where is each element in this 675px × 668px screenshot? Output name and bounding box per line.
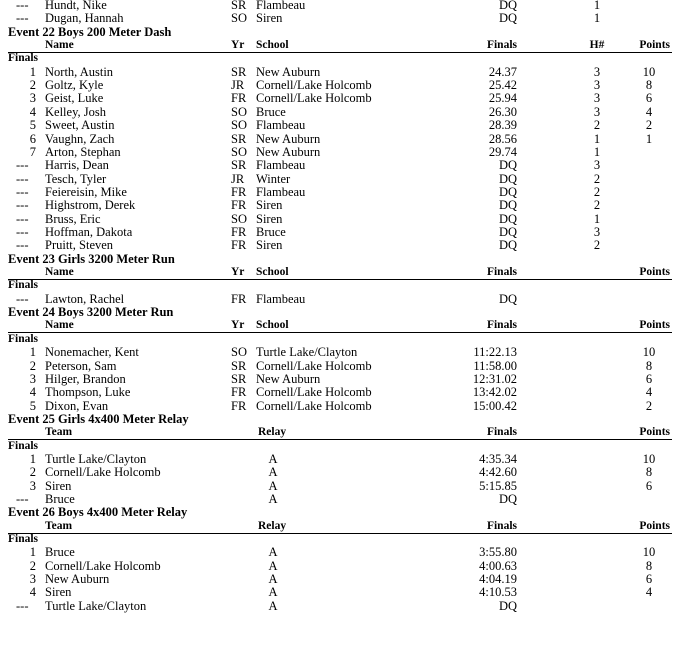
points-cell: 8 xyxy=(645,465,653,480)
year-cell: SO xyxy=(231,345,247,360)
year-cell: SO xyxy=(231,144,247,159)
finals-cell: 15:00.42 xyxy=(472,398,517,413)
finals-cell: DQ xyxy=(498,11,517,26)
points-cell: 1 xyxy=(645,131,653,146)
result-row xyxy=(0,66,675,79)
year-cell: SR xyxy=(231,358,247,373)
team-name: Cornell/Lake Holcomb xyxy=(45,465,161,480)
result-row xyxy=(0,213,675,226)
year-cell: FR xyxy=(231,198,247,213)
result-row xyxy=(0,133,675,146)
athlete-name: Vaughn, Zach xyxy=(45,131,115,146)
school-cell: Siren xyxy=(256,238,283,253)
finals-cell: DQ xyxy=(498,224,517,239)
school-cell: Cornell/Lake Holcomb xyxy=(256,78,372,93)
school-cell: Siren xyxy=(256,198,283,213)
athlete-name: Arton, Stephan xyxy=(45,144,121,159)
result-row xyxy=(0,199,675,212)
col-points: Points xyxy=(639,266,670,278)
points-cell: 10 xyxy=(642,545,656,560)
year-cell: FR xyxy=(231,238,247,253)
section-label xyxy=(0,333,675,346)
col-school: School xyxy=(256,39,289,51)
heat-cell: 2 xyxy=(593,118,601,133)
school-cell: New Auburn xyxy=(256,144,321,159)
heat-cell: 1 xyxy=(593,144,601,159)
result-row xyxy=(0,600,675,613)
result-row xyxy=(0,92,675,105)
col-points: Points xyxy=(639,426,670,439)
heat-cell: 3 xyxy=(593,224,601,239)
result-row xyxy=(0,373,675,386)
year-cell: SR xyxy=(231,158,247,173)
finals-cell: 12:31.02 xyxy=(472,371,517,386)
place-cell: 3 xyxy=(29,371,36,386)
athlete-name: Goltz, Kyle xyxy=(45,78,104,93)
place-cell: --- xyxy=(16,598,29,613)
finals-label: Finals xyxy=(8,533,39,545)
result-row xyxy=(0,493,675,506)
result-row xyxy=(0,159,675,172)
place-cell: 2 xyxy=(29,558,36,573)
finals-cell: 4:42.60 xyxy=(479,465,517,480)
result-row xyxy=(0,400,675,413)
school-cell: New Auburn xyxy=(256,131,321,146)
result-row xyxy=(0,186,675,199)
year-cell: JR xyxy=(231,78,245,93)
place-cell: --- xyxy=(16,158,29,173)
place-cell: 1 xyxy=(29,545,36,560)
place-cell: 3 xyxy=(29,572,36,587)
result-row xyxy=(0,146,675,159)
col-relay: Relay xyxy=(258,519,287,532)
year-cell: FR xyxy=(231,291,247,306)
athlete-name: Sweet, Austin xyxy=(45,118,115,133)
event-title xyxy=(0,253,675,266)
place-cell: 5 xyxy=(29,398,36,413)
col-finals: Finals xyxy=(486,39,517,51)
col-points: Points xyxy=(639,319,670,332)
school-cell: Cornell/Lake Holcomb xyxy=(256,358,372,373)
school-cell: Cornell/Lake Holcomb xyxy=(256,398,372,413)
finals-cell: 11:22.13 xyxy=(473,345,517,360)
result-row xyxy=(0,173,675,186)
section-label xyxy=(0,52,675,65)
place-cell: 3 xyxy=(29,91,36,106)
finals-cell: DQ xyxy=(498,492,517,506)
year-cell: SO xyxy=(231,11,247,26)
relay-cell: A xyxy=(268,585,278,600)
result-row xyxy=(0,346,675,359)
place-cell: 2 xyxy=(29,78,36,93)
year-cell: SO xyxy=(231,118,247,133)
school-cell: Flambeau xyxy=(256,184,306,199)
school-cell: New Auburn xyxy=(256,64,321,79)
school-cell: Flambeau xyxy=(256,0,306,12)
points-cell: 10 xyxy=(642,345,656,360)
event-title-text: Event 22 Boys 200 Meter Dash xyxy=(8,24,172,39)
place-cell: 2 xyxy=(29,465,36,480)
heat-cell: 2 xyxy=(593,198,601,213)
points-cell: 6 xyxy=(645,478,653,493)
year-cell: SR xyxy=(231,371,247,386)
finals-cell: 24.37 xyxy=(488,64,517,79)
finals-cell: DQ xyxy=(498,0,517,12)
points-cell: 6 xyxy=(645,572,653,587)
result-row xyxy=(0,386,675,399)
col-finals: Finals xyxy=(486,319,517,332)
athlete-name: Geist, Luke xyxy=(45,91,104,106)
heat-cell: 3 xyxy=(593,78,601,93)
col-name: Name xyxy=(45,39,74,51)
place-cell: 7 xyxy=(29,144,36,159)
result-row xyxy=(0,119,675,132)
result-row xyxy=(0,0,675,12)
column-headers xyxy=(0,426,675,439)
place-cell: 4 xyxy=(29,585,36,600)
finals-cell: DQ xyxy=(498,158,517,173)
heat-cell: 1 xyxy=(593,0,601,12)
school-cell: Winter xyxy=(256,171,291,186)
points-cell: 8 xyxy=(645,558,653,573)
column-headers xyxy=(0,39,675,52)
finals-label: Finals xyxy=(8,52,39,65)
finals-label: Finals xyxy=(8,332,39,345)
col-finals: Finals xyxy=(486,519,517,532)
place-cell: 2 xyxy=(29,358,36,373)
event-title xyxy=(0,306,675,319)
team-name: Siren xyxy=(45,478,72,493)
place-cell: --- xyxy=(16,0,29,12)
athlete-name: Feiereisin, Mike xyxy=(45,184,127,199)
athlete-name: Hundt, Nike xyxy=(45,0,107,12)
finals-cell: 4:00.63 xyxy=(479,558,517,573)
athlete-name: Peterson, Sam xyxy=(45,358,117,373)
finals-cell: 26.30 xyxy=(488,104,517,119)
finals-cell: 11:58.00 xyxy=(473,358,517,373)
relay-cell: A xyxy=(268,465,278,480)
place-cell: 4 xyxy=(29,385,36,400)
result-row xyxy=(0,546,675,559)
col-heat: H# xyxy=(589,39,605,51)
event-title-text: Event 23 Girls 3200 Meter Run xyxy=(8,251,175,266)
result-row xyxy=(0,480,675,493)
heat-cell: 3 xyxy=(593,158,601,173)
result-row xyxy=(0,79,675,92)
points-cell: 10 xyxy=(642,64,656,79)
result-row xyxy=(0,226,675,239)
place-cell: --- xyxy=(16,211,29,226)
heat-cell: 2 xyxy=(593,184,601,199)
event-title-text: Event 24 Boys 3200 Meter Run xyxy=(8,305,174,320)
section-label xyxy=(0,533,675,546)
event-title xyxy=(0,413,675,426)
relay-cell: A xyxy=(268,598,278,613)
school-cell: Bruce xyxy=(256,224,286,239)
school-cell: Flambeau xyxy=(256,118,306,133)
athlete-name: Lawton, Rachel xyxy=(45,291,125,306)
team-name: Siren xyxy=(45,585,72,600)
place-cell: --- xyxy=(16,171,29,186)
col-team: Team xyxy=(45,426,73,439)
team-name: Cornell/Lake Holcomb xyxy=(45,558,161,573)
year-cell: SR xyxy=(231,64,247,79)
year-cell: SR xyxy=(231,131,247,146)
athlete-name: Harris, Dean xyxy=(45,158,109,173)
col-relay: Relay xyxy=(258,426,287,439)
result-row xyxy=(0,12,675,25)
athlete-name: Dixon, Evan xyxy=(45,398,109,413)
year-cell: JR xyxy=(231,171,245,186)
col-school: School xyxy=(256,319,289,332)
athlete-name: Thompson, Luke xyxy=(45,385,131,400)
school-cell: Turtle Lake/Clayton xyxy=(256,345,358,360)
col-finals: Finals xyxy=(486,426,517,439)
finals-cell: 3:55.80 xyxy=(479,545,517,560)
year-cell: FR xyxy=(231,224,247,239)
section-label xyxy=(0,440,675,453)
finals-cell: 4:35.34 xyxy=(479,451,517,466)
points-cell: 4 xyxy=(645,585,653,600)
finals-cell: DQ xyxy=(498,184,517,199)
athlete-name: Hilger, Brandon xyxy=(45,371,126,386)
place-cell: 6 xyxy=(29,131,36,146)
finals-cell: 4:10.53 xyxy=(479,585,517,600)
finals-label: Finals xyxy=(8,279,39,292)
result-row xyxy=(0,573,675,586)
athlete-name: Highstrom, Derek xyxy=(45,198,136,213)
team-name: Turtle Lake/Clayton xyxy=(45,598,147,613)
place-cell: --- xyxy=(16,238,29,253)
finals-cell: 25.94 xyxy=(488,91,517,106)
column-headers xyxy=(0,319,675,332)
col-name: Name xyxy=(45,266,74,278)
points-cell: 10 xyxy=(642,451,656,466)
relay-cell: A xyxy=(268,572,278,587)
result-row xyxy=(0,453,675,466)
finals-label: Finals xyxy=(8,439,39,452)
place-cell: --- xyxy=(16,224,29,239)
finals-cell: DQ xyxy=(498,171,517,186)
relay-cell: A xyxy=(268,478,278,493)
place-cell: --- xyxy=(16,291,29,306)
school-cell: Cornell/Lake Holcomb xyxy=(256,91,372,106)
school-cell: Flambeau xyxy=(256,158,306,173)
year-cell: FR xyxy=(231,184,247,199)
year-cell: SR xyxy=(231,0,247,12)
athlete-name: Pruitt, Steven xyxy=(45,238,114,253)
finals-cell: 4:04.19 xyxy=(479,572,517,587)
heat-cell: 3 xyxy=(593,64,601,79)
year-cell: FR xyxy=(231,398,247,413)
result-row xyxy=(0,106,675,119)
heat-cell: 3 xyxy=(593,91,601,106)
finals-cell: 5:15.85 xyxy=(479,478,517,493)
team-name: New Auburn xyxy=(45,572,110,587)
school-cell: Cornell/Lake Holcomb xyxy=(256,385,372,400)
col-name: Name xyxy=(45,319,74,332)
points-cell: 8 xyxy=(645,78,653,93)
place-cell: --- xyxy=(16,492,29,506)
points-cell: 8 xyxy=(645,358,653,373)
event-title-text: Event 25 Girls 4x400 Meter Relay xyxy=(8,411,189,426)
points-cell: 4 xyxy=(645,104,653,119)
team-name: Bruce xyxy=(45,545,75,560)
col-yr: Yr xyxy=(231,319,245,332)
finals-cell: DQ xyxy=(498,291,517,306)
year-cell: SO xyxy=(231,211,247,226)
athlete-name: Nonemacher, Kent xyxy=(45,345,139,360)
result-row xyxy=(0,239,675,252)
finals-cell: 28.39 xyxy=(488,118,517,133)
school-cell: Bruce xyxy=(256,104,286,119)
school-cell: New Auburn xyxy=(256,371,321,386)
event-title xyxy=(0,506,675,519)
relay-cell: A xyxy=(268,451,278,466)
result-row xyxy=(0,586,675,599)
finals-cell: 28.56 xyxy=(488,131,517,146)
event-title xyxy=(0,26,675,39)
school-cell: Siren xyxy=(256,11,283,26)
place-cell: 3 xyxy=(29,478,36,493)
col-yr: Yr xyxy=(231,39,245,51)
heat-cell: 3 xyxy=(593,104,601,119)
result-row xyxy=(0,293,675,306)
result-row xyxy=(0,360,675,373)
event-title-text: Event 26 Boys 4x400 Meter Relay xyxy=(8,505,188,520)
points-cell: 6 xyxy=(645,91,653,106)
athlete-name: Kelley, Josh xyxy=(45,104,106,119)
place-cell: 1 xyxy=(29,64,36,79)
col-points: Points xyxy=(639,519,670,532)
place-cell: --- xyxy=(16,198,29,213)
athlete-name: Bruss, Eric xyxy=(45,211,101,226)
year-cell: FR xyxy=(231,385,247,400)
col-team: Team xyxy=(45,519,73,532)
place-cell: 1 xyxy=(29,451,36,466)
result-row xyxy=(0,560,675,573)
place-cell: 5 xyxy=(29,118,36,133)
school-cell: Flambeau xyxy=(256,291,306,306)
athlete-name: Hoffman, Dakota xyxy=(45,224,133,239)
year-cell: SO xyxy=(231,104,247,119)
col-points: Points xyxy=(639,39,670,51)
finals-cell: DQ xyxy=(498,211,517,226)
points-cell: 2 xyxy=(645,118,653,133)
place-cell: 1 xyxy=(29,345,36,360)
relay-cell: A xyxy=(268,492,278,506)
relay-cell: A xyxy=(268,545,278,560)
heat-cell: 1 xyxy=(593,211,601,226)
relay-cell: A xyxy=(268,558,278,573)
col-finals: Finals xyxy=(486,266,517,278)
finals-cell: 13:42.02 xyxy=(472,385,517,400)
points-cell: 6 xyxy=(645,371,653,386)
athlete-name: Tesch, Tyler xyxy=(45,171,107,186)
place-cell: --- xyxy=(16,11,29,26)
points-cell: 4 xyxy=(645,385,653,400)
section-label xyxy=(0,279,675,292)
heat-cell: 1 xyxy=(593,11,601,26)
place-cell: 4 xyxy=(29,104,36,119)
finals-cell: 25.42 xyxy=(488,78,517,93)
athlete-name: North, Austin xyxy=(45,64,114,79)
column-headers xyxy=(0,520,675,533)
heat-cell: 2 xyxy=(593,238,601,253)
col-school: School xyxy=(256,266,289,278)
team-name: Turtle Lake/Clayton xyxy=(45,451,147,466)
finals-cell: DQ xyxy=(498,598,517,613)
team-name: Bruce xyxy=(45,492,75,506)
finals-cell: DQ xyxy=(498,198,517,213)
place-cell: --- xyxy=(16,184,29,199)
col-yr: Yr xyxy=(231,266,245,278)
points-cell: 2 xyxy=(645,398,653,413)
heat-cell: 2 xyxy=(593,171,601,186)
heat-cell: 1 xyxy=(593,131,601,146)
result-row xyxy=(0,466,675,479)
finals-cell: 29.74 xyxy=(488,144,517,159)
school-cell: Siren xyxy=(256,211,283,226)
athlete-name: Dugan, Hannah xyxy=(45,11,124,26)
column-headers xyxy=(0,266,675,279)
year-cell: FR xyxy=(231,91,247,106)
finals-cell: DQ xyxy=(498,238,517,253)
